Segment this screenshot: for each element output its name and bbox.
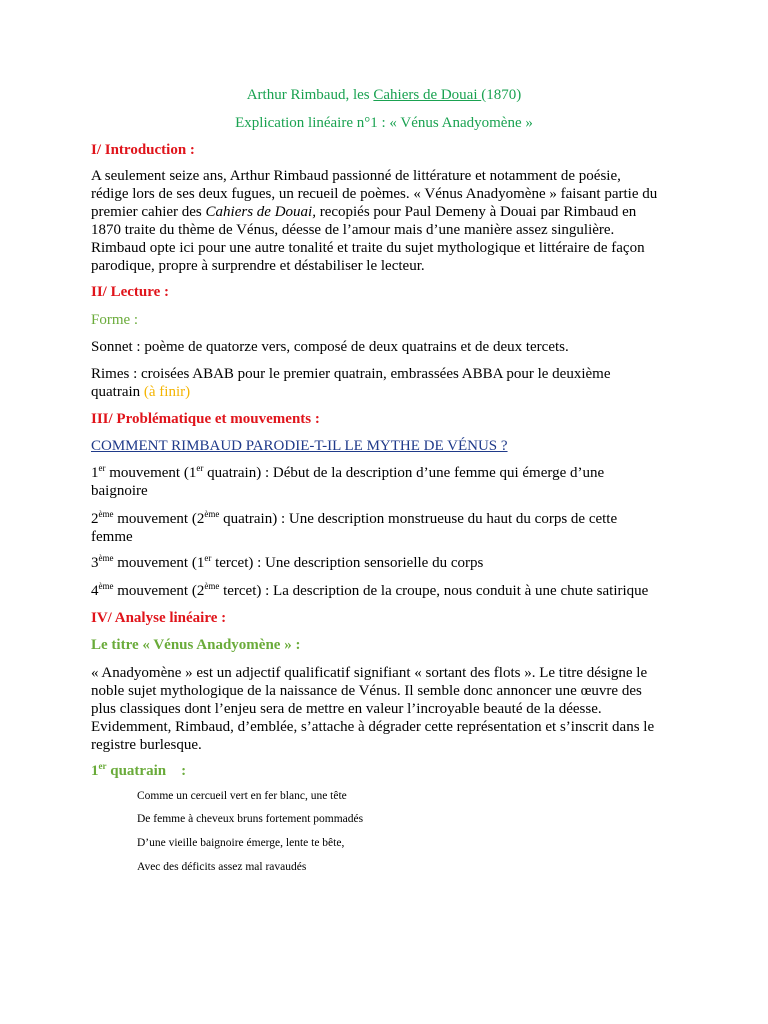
heading-lecture: II/ Lecture : xyxy=(91,284,170,300)
intro-line: rédige lors de ses deux fugues, un recueil de poèmes. « Vénus Anadyomène » faisant partie du xyxy=(91,186,658,202)
intro-italic-title: Cahiers de Douai, xyxy=(205,204,316,220)
movement-2 xyxy=(91,510,686,546)
intro-line: A seulement seize ans, Arthur Rimbaud passionné de littérature et notamment de poésie, xyxy=(91,168,621,184)
intro-text: premier cahier des xyxy=(91,204,206,220)
movement-number: 2 xyxy=(91,511,99,527)
intro-paragraph xyxy=(91,167,686,275)
movement-line xyxy=(91,582,686,600)
title-collection-link[interactable]: Cahiers de Douai xyxy=(373,87,482,103)
superscript: er xyxy=(98,761,107,771)
quatrain-label: quatrain : xyxy=(106,763,187,779)
intro-line: Rimbaud opte ici pour une autre tonalité et traite du sujet mythologique et littéraire de façon xyxy=(91,240,645,256)
movement-number: 4 xyxy=(91,583,99,599)
movement-text: mouvement (2 xyxy=(113,583,205,599)
rimes-line: Rimes : croisées ABAB pour le premier quatrain, embrassées ABBA pour le deuxième xyxy=(91,366,611,382)
intro-text: recopiés pour Paul Demeny à Douai par Rimbaud en xyxy=(315,204,637,220)
rimes-text: quatrain xyxy=(91,384,144,400)
problematique-question: COMMENT RIMBAUD PARODIE-T-IL LE MYTHE DE VÉNUS ? xyxy=(91,438,508,454)
intro-line xyxy=(91,203,686,221)
movement-text: mouvement (1 xyxy=(113,555,205,571)
intro-line: parodique, propre à surprendre et déstabiliser le lecteur. xyxy=(91,258,425,274)
poem-line: Comme un cercueil vert en fer blanc, une tête xyxy=(137,790,347,802)
movement-number: 3 xyxy=(91,555,99,571)
heading-analyse: IV/ Analyse linéaire : xyxy=(91,610,227,626)
heading-titre: Le titre « Vénus Anadyomène » : xyxy=(91,637,301,653)
rimes-note: (à finir) xyxy=(143,384,191,400)
movement-text: quatrain) : Une description monstrueuse du haut du corps de cette xyxy=(219,511,618,527)
superscript: ème xyxy=(204,509,220,519)
movement-text: tercet) : La description de la croupe, nous conduit à une chute satirique xyxy=(219,583,649,599)
superscript: ème xyxy=(204,581,220,591)
movement-1 xyxy=(91,464,686,500)
document-title xyxy=(0,86,768,104)
superscript: er xyxy=(98,463,106,473)
movement-3 xyxy=(91,554,686,572)
intro-line: 1870 traite du thème de Vénus, déesse de l’amour mais d’une manière assez singulière. xyxy=(91,222,615,238)
titre-line: « Anadyomène » est un adjectif qualificatif signifiant « sortant des flots ». Le titre désigne le xyxy=(91,665,648,681)
movement-line: baignoire xyxy=(91,483,148,499)
titre-line: plus classiques dont l’enjeu sera de mettre en valeur l’incroyable beauté de la déesse. xyxy=(91,701,602,717)
superscript: er xyxy=(204,553,212,563)
movement-text: quatrain) : Début de la description d’une femme qui émerge d’une xyxy=(203,465,605,481)
superscript: ème xyxy=(98,553,114,563)
movement-text: mouvement (1 xyxy=(105,465,197,481)
movement-text: mouvement (2 xyxy=(113,511,205,527)
movement-line xyxy=(91,510,686,528)
superscript: er xyxy=(196,463,204,473)
rimes-paragraph xyxy=(91,365,686,401)
heading-quatrain xyxy=(91,762,686,780)
movement-text: tercet) : Une description sensorielle du corps xyxy=(211,555,484,571)
movement-number: 1 xyxy=(91,465,99,481)
heading-problematique: III/ Problématique et mouvements : xyxy=(91,411,320,427)
forme-label: Forme : xyxy=(91,312,139,328)
movement-line xyxy=(91,554,686,572)
quatrain-number: 1 xyxy=(91,763,99,779)
titre-line: registre burlesque. xyxy=(91,737,202,753)
heading-introduction: I/ Introduction : xyxy=(91,142,195,158)
movement-line: femme xyxy=(91,529,133,545)
title-author: Arthur Rimbaud, les xyxy=(246,87,374,103)
sonnet-line: Sonnet : poème de quatorze vers, composé de deux quatrains et de deux tercets. xyxy=(91,339,569,355)
movement-line xyxy=(91,464,686,482)
titre-line: Evidemment, Rimbaud, d’emblée, s’attache à dégrader cette représentation et s’inscrit dans le xyxy=(91,719,655,735)
title-year: (1870) xyxy=(481,87,522,103)
superscript: ème xyxy=(98,509,114,519)
titre-paragraph xyxy=(91,664,686,754)
poem-line: De femme à cheveux bruns fortement pommadés xyxy=(137,813,364,825)
rimes-line xyxy=(91,383,686,401)
poem-line: Avec des déficits assez mal ravaudés xyxy=(137,861,307,873)
titre-line: noble sujet mythologique de la naissance de Vénus. Il semble donc annoncer une œuvre des xyxy=(91,683,642,699)
movement-4 xyxy=(91,582,686,600)
document-subtitle: Explication linéaire n°1 : « Vénus Anadyomène » xyxy=(235,115,533,131)
poem-line: D’une vieille baignoire émerge, lente te bête, xyxy=(137,837,345,849)
superscript: ème xyxy=(98,581,114,591)
